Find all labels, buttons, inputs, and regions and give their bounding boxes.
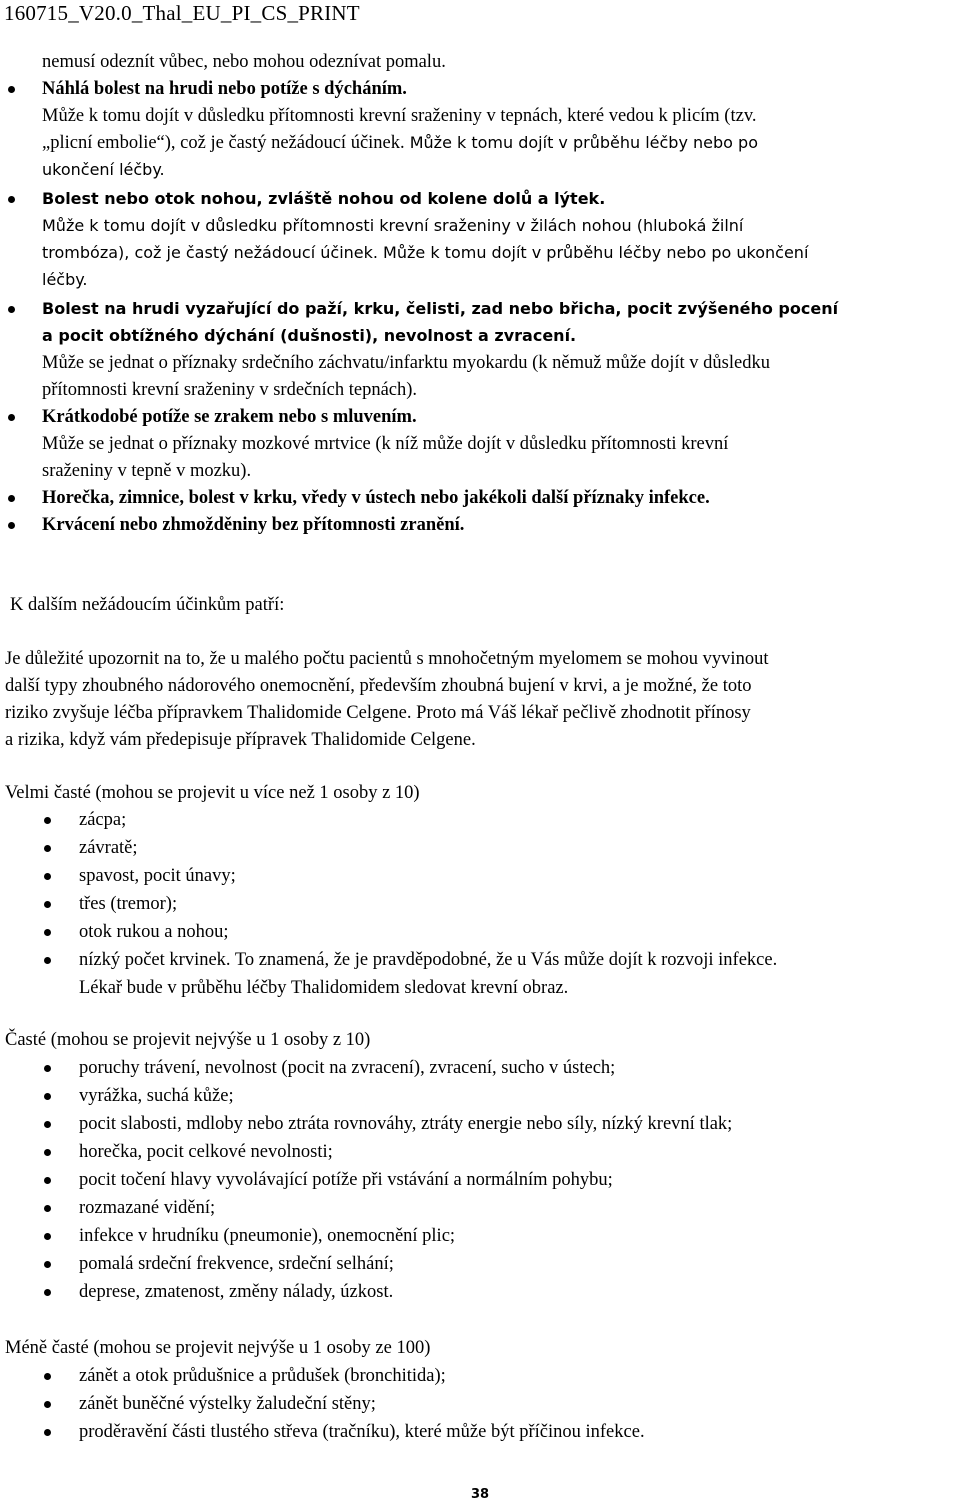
paragraph-text: Proto má Váš lékař pečlivě zhodnotit přínosy bbox=[411, 703, 751, 723]
list-item: vyrážka, suchá kůže; bbox=[79, 1086, 234, 1106]
symptom-text: Může k tomu dojít v průběhu léčby nebo po bbox=[404, 133, 758, 152]
list-item: deprese, zmatenost, změny nálady, úzkost. bbox=[79, 1282, 394, 1302]
symptom-text-line bbox=[42, 130, 758, 157]
paragraph-text: a rizika, když vám předepisuje přípravek Thalidomide Celgene. bbox=[5, 730, 476, 750]
list-item: pomalá srdeční frekvence, srdeční selhání; bbox=[79, 1254, 394, 1274]
paragraph-text-line bbox=[5, 700, 751, 727]
symptom-text: léčby. bbox=[42, 270, 88, 289]
frequency-heading-common: Časté (mohou se projevit nejvýše u 1 osoby z 10) bbox=[5, 1030, 371, 1050]
symptom-text: „plicní embolie“), což je častý nežádoucí účinek. bbox=[42, 133, 405, 153]
bullet-icon bbox=[44, 817, 51, 824]
list-item: otok rukou a nohou; bbox=[79, 922, 229, 942]
symptom-text: Může k tomu dojít v důsledku přítomnosti krevní sraženiny v tepnách, které vedou k plicím (tzv. bbox=[42, 106, 757, 126]
symptom-text: Může k tomu dojít v průběhu léčby nebo po ukončení bbox=[377, 243, 809, 262]
bullet-icon bbox=[44, 1121, 51, 1128]
page-number: 38 bbox=[470, 1487, 490, 1502]
paragraph-text: další typy zhoubného nádorového onemocnění, především zhoubná bujení v krvi, a je možné, že toto bbox=[5, 676, 752, 696]
list-item: zánět a otok průdušnice a průdušek (bronchitida); bbox=[79, 1366, 446, 1386]
list-item: Lékař bude v průběhu léčby Thalidomidem sledovat krevní obraz. bbox=[79, 978, 569, 998]
paragraph-text: Je důležité upozornit na to, že u malého počtu pacientů s mnohočetným myelomem se mohou vyvinout bbox=[5, 649, 769, 669]
list-item: zánět buněčné výstelky žaludeční stěny; bbox=[79, 1394, 376, 1414]
list-item: spavost, pocit únavy; bbox=[79, 866, 236, 886]
symptom-text: Může k tomu dojít v důsledku přítomnosti krevní sraženiny v žilách nohou (hluboká žilní bbox=[42, 216, 744, 235]
bullet-icon bbox=[44, 1429, 51, 1436]
list-item: infekce v hrudníku (pneumonie), onemocnění plic; bbox=[79, 1226, 456, 1246]
list-item: proděravění části tlustého střeva (tračníku), které může být příčinou infekce. bbox=[79, 1422, 645, 1442]
symptom-text: Může se jednat o příznaky mozkové mrtvice (k níž může dojít v důsledku přítomnosti krevní bbox=[42, 434, 729, 454]
bullet-icon bbox=[8, 495, 15, 502]
symptom-heart-attack-title: Bolest na hrudi vyzařující do paží, krku, čelisti, zad nebo břicha, pocit zvýšeného pocení bbox=[42, 299, 839, 318]
bullet-icon bbox=[44, 1205, 51, 1212]
bullet-icon bbox=[44, 957, 51, 964]
bullet-icon bbox=[8, 86, 15, 93]
bullet-icon bbox=[44, 1289, 51, 1296]
list-item: závratě; bbox=[79, 838, 138, 858]
bullet-icon bbox=[44, 1261, 51, 1268]
bullet-icon bbox=[8, 522, 15, 529]
bullet-icon bbox=[44, 1233, 51, 1240]
bullet-icon bbox=[8, 414, 15, 421]
bullet-icon bbox=[44, 929, 51, 936]
frequency-heading-uncommon: Méně časté (mohou se projevit nejvýše u 1 osoby ze 100) bbox=[5, 1338, 431, 1358]
list-item: poruchy trávení, nevolnost (pocit na zvracení), zvracení, sucho v ústech; bbox=[79, 1058, 616, 1078]
bullet-icon bbox=[44, 845, 51, 852]
bullet-icon bbox=[44, 1149, 51, 1156]
bullet-icon bbox=[44, 1093, 51, 1100]
bullet-icon bbox=[44, 873, 51, 880]
symptom-stroke-title: Krátkodobé potíže se zrakem nebo s mluvením. bbox=[42, 407, 417, 427]
symptom-text-line bbox=[42, 240, 808, 267]
symptom-text: přítomnosti krevní sraženiny v srdečních tepnách). bbox=[42, 380, 418, 400]
symptom-text: trombóza), což je častý nežádoucí účinek. bbox=[42, 243, 378, 262]
bullet-icon bbox=[44, 1401, 51, 1408]
list-item: pocit točení hlavy vyvolávající potíže při vstávání a normálním pohybu; bbox=[79, 1170, 613, 1190]
bullet-icon bbox=[8, 196, 15, 203]
symptom-text: Může se jednat o příznaky srdečního záchvatu/infarktu myokardu (k němuž může dojít v důsledku bbox=[42, 353, 770, 373]
bullet-icon bbox=[44, 1177, 51, 1184]
symptom-text: sraženiny v tepně v mozku). bbox=[42, 461, 252, 481]
list-item: zácpa; bbox=[79, 810, 127, 830]
document-id: 160715_V20.0_Thal_EU_PI_CS_PRINT bbox=[4, 1, 360, 25]
bullet-icon bbox=[8, 306, 15, 313]
list-item: rozmazané vidění; bbox=[79, 1198, 216, 1218]
section-heading: K dalším nežádoucím účinkům patří: bbox=[10, 595, 285, 615]
bullet-icon bbox=[44, 1373, 51, 1380]
list-item: třes (tremor); bbox=[79, 894, 178, 914]
list-item: pocit slabosti, mdloby nebo ztráta rovnováhy, ztráty energie nebo síly, nízký krevní tlak; bbox=[79, 1114, 733, 1134]
symptom-infection-title: Horečka, zimnice, bolest v krku, vředy v ústech nebo jakékoli další příznaky infekce. bbox=[42, 488, 710, 508]
list-item: horečka, pocit celkové nevolnosti; bbox=[79, 1142, 333, 1162]
bullet-icon bbox=[44, 1065, 51, 1072]
symptom-chest-pain-title: Náhlá bolest na hrudi nebo potíže s dýcháním. bbox=[42, 79, 407, 99]
bullet-icon bbox=[44, 901, 51, 908]
symptom-bleeding-title: Krvácení nebo zhmožděniny bez přítomnosti zranění. bbox=[42, 515, 465, 535]
list-item: nízký počet krvinek. To znamená, že je pravděpodobné, že u Vás může dojít k rozvoji infekce. bbox=[79, 950, 778, 970]
symptom-text: ukončení léčby. bbox=[42, 160, 165, 179]
paragraph-text: riziko zvyšuje léčba přípravkem Thalidomide Celgene. bbox=[5, 703, 412, 723]
frequency-heading-very-common: Velmi časté (mohou se projevit u více než 1 osoby z 10) bbox=[5, 783, 420, 803]
symptom-leg-pain-title: Bolest nebo otok nohou, zvláště nohou od kolene dolů a lýtek. bbox=[42, 189, 606, 208]
symptom-heart-attack-title: a pocit obtížného dýchání (dušnosti), nevolnost a zvracení. bbox=[42, 326, 577, 345]
continuation-text: nemusí odeznít vůbec, nebo mohou odeznívat pomalu. bbox=[42, 52, 446, 72]
